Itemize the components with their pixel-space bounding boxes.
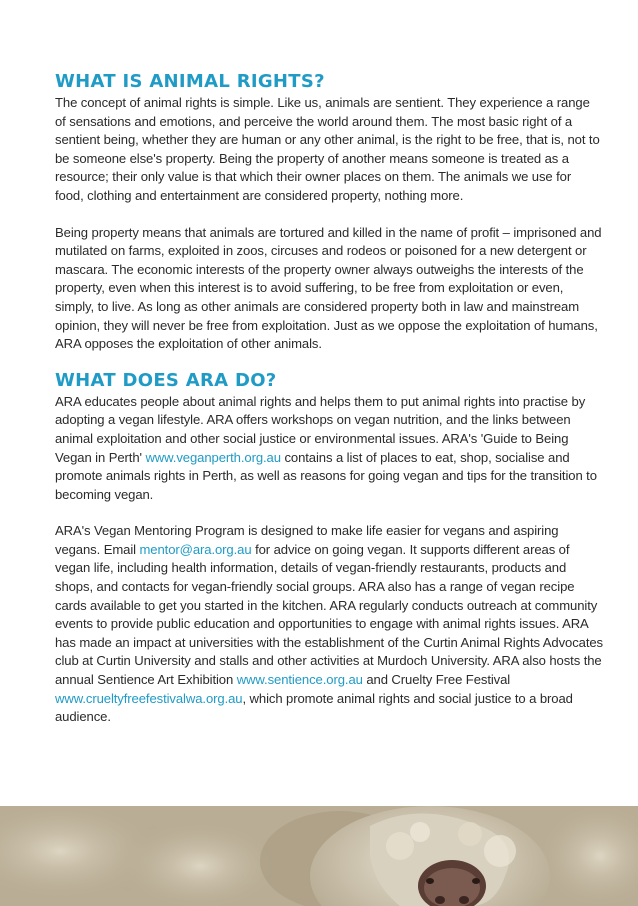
paragraph-education: [55, 393, 603, 505]
link-crueltyfreefestival[interactable]: www.crueltyfreefestivalwa.org.au: [55, 690, 243, 706]
text-segment: for advice on going vegan. It supports different areas of vegan life, including health information, details of vegan-friendly restaurants, products and shops, and contacts for vegan-friendly social groups. ARA also has a range of vegan recipe cards available to get you started in the kitchen. ARA regularly conducts outreach at community events to provide public education and opportunities to engage with animal rights issues. ARA has made an impact at universities with the establishment of the Curtin Animal Rights Advocates club at Curtin University and stalls and other activities at Murdoch University. ARA also hosts the annual Sentience Art Exhibition: [55, 541, 603, 688]
text-segment: ARA educates people about animal rights and helps them to put animal rights into practise by adopting a vegan lifestyle. ARA offers workshops on vegan nutrition, and the links between animal exploitation and other social justice or environmental issues. ARA's 'Guide to Being Vegan in Perth': [55, 393, 586, 465]
sheep-photo: [0, 806, 638, 906]
text-segment: ARA's Vegan Mentoring Program is designed to make life easier for vegans and aspiring vegans. Email: [55, 523, 559, 557]
paragraph-mentoring: [55, 522, 603, 727]
heading-what-does-ara-do: WHAT DOES ARA DO?: [55, 369, 277, 391]
paragraph-concept: The concept of animal rights is simple. Like us, animals are sentient. They experience a range of sensations and emotions, and perceive the world around them. The most basic right of a sentient being, whether they are human or any other animal, is the right to be free, that is, not to be someone else's property. Being the property of another means someone is treated as a resource; their only value is that which their owner places on them. The animals we use for food, clothing and entertainment are considered property, nothing more.: [55, 95, 600, 203]
link-mentor-email[interactable]: mentor@ara.org.au: [139, 541, 252, 557]
sheep-photo-icon: [0, 806, 638, 906]
text-segment: contains a list of places to eat, shop, socialise and promote animals rights in Perth, as well as reasons for going vegan and tips for the transition to becoming vegan.: [55, 449, 597, 502]
heading-what-is-animal-rights: WHAT IS ANIMAL RIGHTS?: [55, 71, 325, 92]
text-segment: and Cruelty Free Festival: [362, 672, 511, 688]
paragraph-property: Being property means that animals are tortured and killed in the name of profit – imprisoned and mutilated on farms, exploited in zoos, circuses and rodeos or poisoned for a new detergent or mascara. The economic interests of the property owner always outweighs the interests of the property, even when this interest is to avoid suffering, to be free from exploitation or even, simply, to live. As long as other animals are considered property both in law and mainstream opinion, they will never be free from exploitation. Just as we oppose the exploitation of humans, ARA opposes the exploitation of other animals.: [55, 224, 602, 352]
text-segment: , which promote animal rights and social justice to a broad audience.: [55, 690, 573, 725]
content-column: [55, 70, 603, 727]
link-sentience[interactable]: www.sentience.org.au: [236, 672, 363, 688]
link-veganperth[interactable]: www.veganperth.org.au: [145, 449, 281, 465]
